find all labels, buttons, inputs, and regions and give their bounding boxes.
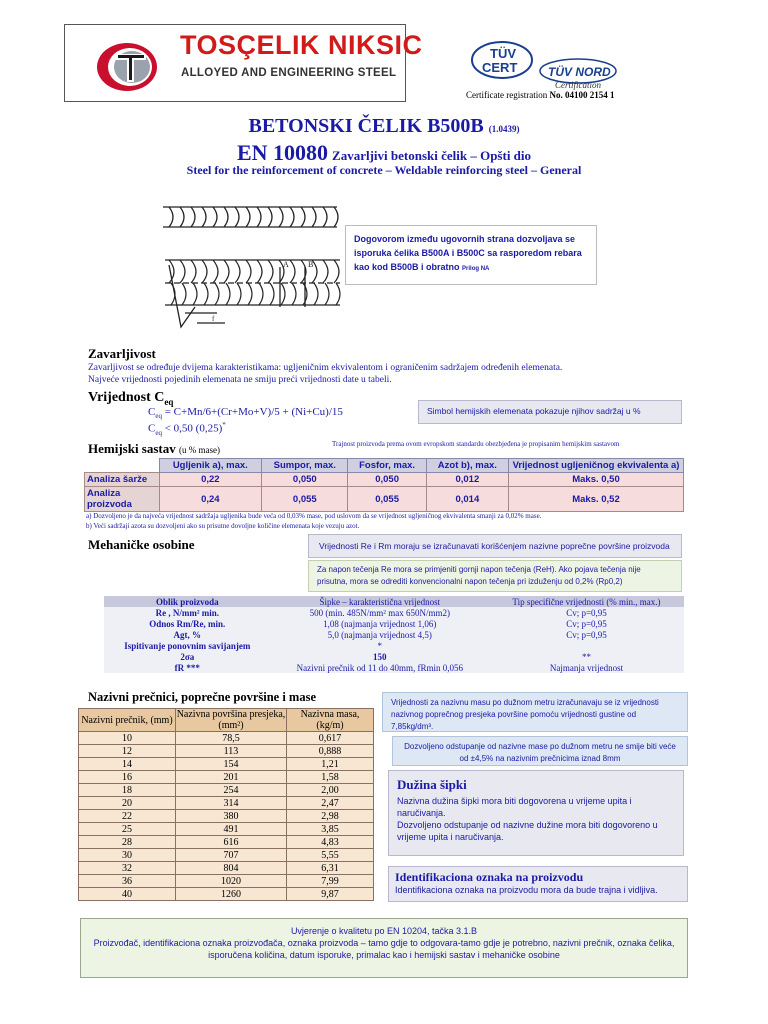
sizes-cell: 25	[79, 823, 176, 836]
chem-cell: Maks. 0,52	[509, 487, 684, 512]
sizes-row	[79, 823, 374, 836]
chem-cell: 0,055	[262, 487, 348, 512]
mech-row: fR *** Nazivni prečnik od 11 do 40mm, fRmin 0,056 Najmanja vrijednost	[174, 662, 624, 673]
sizes-cell: 1,21	[287, 758, 374, 771]
sizes-cell: 616	[176, 836, 287, 849]
sizes-cell: 1020	[176, 875, 287, 888]
certificate-registration: Certificate registration No. 04100 2154 1	[466, 90, 615, 100]
chem-row-label: Analiza proizvoda	[85, 487, 160, 512]
sizes-cell: 40	[79, 888, 176, 901]
ident-heading: Identifikaciona oznaka na proizvodu	[395, 870, 584, 884]
rebar-rib	[180, 207, 184, 227]
quality-certificate-box	[80, 918, 688, 978]
sizes-heading: Nazivni prečnici, poprečne površine i mase	[88, 690, 316, 704]
sizes-row	[79, 862, 374, 875]
sizes-cell: 28	[79, 836, 176, 849]
mech-col-header: Oblik proizvoda	[104, 596, 271, 607]
sizes-cell: 0,617	[287, 732, 374, 745]
weldability-section	[88, 346, 156, 362]
ceq-heading: Vrijednost $C_{eq}$	[88, 390, 174, 407]
sizes-table	[78, 708, 374, 901]
sizes-cell: 4,83	[287, 836, 374, 849]
rebar-rib	[246, 207, 250, 227]
sizes-col-header: Nazivni prečnik, (mm)	[79, 709, 176, 732]
sizes-cell: 10	[79, 732, 176, 745]
mech-row: Agt, % 5,0 (najmanja vrijednost 4,5) Cv; p=0,95	[173, 629, 607, 640]
chem-cell: 0,24	[159, 487, 262, 512]
figure-label-a: A	[283, 260, 289, 269]
sizes-cell: 12	[79, 745, 176, 758]
mech-row: Odnos Rm/Re, min. 1,08 (najmanja vrijednost 1,06) Cv; p=0,95	[149, 618, 607, 629]
sizes-cell: 3,85	[287, 823, 374, 836]
sizes-cell: 14	[79, 758, 176, 771]
sizes-cell: 154	[176, 758, 287, 771]
sizes-cell: 0,888	[287, 745, 374, 758]
sizes-cell: 707	[176, 849, 287, 862]
rebar-rib	[312, 207, 316, 227]
rebar-rib	[301, 207, 305, 227]
chem-col-header: Vrijednost ugljeničnog ekvivalenta a)	[509, 459, 684, 473]
chem-cell: 0,014	[426, 487, 508, 512]
figure-label-f: f	[212, 315, 215, 323]
rebar-illustration	[155, 195, 345, 335]
chem-cell: 0,050	[348, 473, 426, 487]
sizes-cell: 491	[176, 823, 287, 836]
sizes-cell: 1,58	[287, 771, 374, 784]
chem-footnote-a: a) Dozvoljeno je da najveća vrijednost sadržaja ugljenika bude veća od 0,03% mase, pod uslovom da se vrijednost ugljeničnog ekvivalenta smanji za 0,02% mase.	[86, 512, 542, 520]
mech-row: Ispitivanje ponovnim savijanjem *	[124, 640, 383, 651]
sizes-cell: 314	[176, 797, 287, 810]
sizes-row	[79, 836, 374, 849]
chem-header-row	[85, 459, 684, 473]
footer-line-2: Proizvođač, identifikaciona oznaka proizvođača, oznaka proizvoda – tamo gdje to odgovara-tamo gdje je potrebno, nazivni prečnik, oznaka čelika,	[93, 938, 675, 948]
standard-title: EN 10080 Zavarljivi betonski čelik – Opšti dio	[236, 140, 532, 165]
sizes-row	[79, 771, 374, 784]
length-text-1: Nazivna dužina šipki mora biti dogovorena u vrijeme upita i naručivanja.	[397, 796, 632, 818]
sizes-header-row	[79, 709, 374, 732]
length-box	[388, 770, 684, 856]
mass-note: Vrijednosti za nazivnu masu po dužnom metru izračunavaju se iz vrijednosti nazivnog poprečnog presjeka površine pomoću vrijednosti gustine od 7,85kg/dm³.	[382, 692, 688, 732]
sizes-cell: 7,99	[287, 875, 374, 888]
page-title: BETONSKI ČELIK B500B (1.0439)	[248, 115, 520, 137]
rebar-rib	[279, 207, 283, 227]
tolerance-note: Dozvoljeno odstupanje od nazivne mase po dužnom metru ne smije biti veće od ±4,5% na nazivnim prečnicima iznad 8mm	[392, 736, 688, 766]
rebar-rib	[257, 207, 261, 227]
chem-col-header: Fosfor, max.	[348, 459, 426, 473]
chem-durability-note: Trajnost proizvoda prema ovom evropskom standardu obezbjeđena je propisanim hemijskim sastavom	[332, 440, 620, 448]
cert-text: CERT	[482, 60, 518, 75]
sizes-cell: 78,5	[176, 732, 287, 745]
ceq-symbol-note: Simbol hemijskih elemenata pokazuje njihov sadržaj u %	[418, 400, 682, 424]
mech-col-header: Šipke – karakteristična vrijednost	[271, 596, 489, 607]
rebar-rib	[202, 207, 206, 227]
length-heading: Dužina šipki	[397, 777, 467, 792]
sizes-row	[79, 875, 374, 888]
mech-row: Re , N/mm² min. 500 (min. 485N/mm² max 650N/mm2) Cv; p=0,95	[155, 607, 607, 618]
sizes-cell: 804	[176, 862, 287, 875]
footer-line-3: isporučena količina, datum isporuke, primalac kao i hemijski sastav i mehaničke osobine	[208, 950, 560, 960]
mech-col-header: Tip specifične vrijednosti (% min., max.)	[489, 596, 684, 607]
sizes-cell: 36	[79, 875, 176, 888]
agreement-note: Dogovorom između ugovornih strana dozvoljava se isporuka čelika B500A i B500C sa rasporedom rebara kao kod B500B i obratno Prilog NA	[345, 225, 597, 285]
sizes-row	[79, 888, 374, 901]
chem-cell: 0,012	[426, 473, 508, 487]
sizes-col-header: Nazivna masa, (kg/m)	[287, 709, 374, 732]
chem-row	[85, 473, 684, 487]
sizes-cell: 16	[79, 771, 176, 784]
sizes-col-header: Nazivna površina presjeka, (mm²)	[176, 709, 286, 731]
rebar-rib	[334, 207, 338, 227]
rebar-rib	[169, 207, 173, 227]
mech-note-2: Za napon tečenja Re mora se primjeniti gornji napon tečenja (ReH). Ako pojava tečenja nije prisutna, mora se odrediti konvencionalni napon tečenja pri izduženju od 0,2% (Rp0,2)	[308, 560, 682, 592]
sizes-cell: 1260	[176, 888, 287, 901]
sizes-row	[79, 732, 374, 745]
sizes-cell: 9,87	[287, 888, 374, 901]
sizes-cell: 18	[79, 784, 176, 797]
mech-table	[104, 596, 684, 673]
chem-col-header: Azot b), max.	[426, 459, 508, 473]
company-logo-icon	[94, 36, 164, 94]
mech-heading: Mehaničke osobine	[88, 537, 195, 552]
certification-label: Certification	[555, 80, 601, 90]
weldability-text-1: Zavarljivost se određuje dvijema karakteristikama: uglјeničnim ekvivalentom i ograničenim sadržajem određenih elemenata.	[88, 363, 563, 373]
rebar-rib	[268, 207, 272, 227]
ident-text: Identifikaciona oznaka na proizvodu mora da bude trajna i vidljiva.	[395, 885, 658, 895]
sizes-cell: 2,47	[287, 797, 374, 810]
chem-row	[85, 487, 684, 512]
chem-cell: Maks. 0,50	[509, 473, 684, 487]
sizes-cell: 22	[79, 810, 176, 823]
mech-section	[88, 537, 195, 553]
chem-heading: Hemijski sastav (u % mase)	[88, 441, 220, 456]
rebar-rib	[235, 207, 239, 227]
sizes-cell: 2,98	[287, 810, 374, 823]
english-subtitle: Steel for the reinforcement of concrete – Weldable reinforcing steel – General	[186, 163, 582, 177]
chem-row-label: Analiza šarže	[85, 473, 160, 487]
weldability-text-2: Najveće vrijednosti pojedinih elemenata ne smiju preći vrijednosti date u tabeli.	[88, 375, 392, 385]
company-tagline: ALLOYED AND ENGINEERING STEEL	[181, 67, 397, 79]
sizes-cell: 6,31	[287, 862, 374, 875]
sizes-row	[79, 810, 374, 823]
sizes-cell: 201	[176, 771, 287, 784]
weldability-heading: Zavarljivost	[88, 346, 156, 361]
chem-cell: 0,055	[348, 487, 426, 512]
length-text-2: Dozvoljeno odstupanje od nazivne dužine mora biti dogovoreno u vrijeme upita i naručivanja.	[397, 820, 658, 842]
sizes-row	[79, 758, 374, 771]
tuv-nord-text: TÜV NORD	[548, 65, 611, 79]
rebar-rib	[323, 207, 327, 227]
chem-header-blank	[85, 459, 160, 473]
rebar-rib	[290, 207, 294, 227]
sizes-cell: 30	[79, 849, 176, 862]
chem-cell: 0,050	[262, 473, 348, 487]
chem-col-header: Sumpor, max.	[262, 459, 348, 473]
ident-box	[388, 866, 688, 902]
company-name: TOSÇELIK NIKSIC	[180, 30, 423, 60]
mech-row: 2σa 150 **	[180, 651, 591, 662]
chem-col-header: Ugljenik a), max.	[159, 459, 262, 473]
sizes-cell: 254	[176, 784, 287, 797]
rebar-rib	[213, 207, 217, 227]
sizes-cell: 5,55	[287, 849, 374, 862]
ceq-formula: $C_{eq} = C+Mn/6+(Cr+Mo+V)/5 + (Ni+Cu)/15$	[148, 406, 343, 421]
sizes-row	[79, 784, 374, 797]
chem-table	[84, 458, 684, 512]
sizes-row	[79, 797, 374, 810]
sizes-cell: 20	[79, 797, 176, 810]
tuv-text: TÜV	[490, 46, 516, 61]
mech-header-row	[104, 596, 684, 607]
sizes-cell: 32	[79, 862, 176, 875]
mech-note-1: Vrijednosti Re i Rm moraju se izračunavati korišćenjem nazivne poprečne površine proizvoda	[308, 534, 682, 558]
sizes-row	[79, 849, 374, 862]
rebar-rib	[191, 207, 195, 227]
chem-cell: 0,22	[159, 473, 262, 487]
sizes-row	[79, 745, 374, 758]
sizes-cell: 380	[176, 810, 287, 823]
footer-line-1: Uvjerenje o kvalitetu po EN 10204, tačka 3.1.B	[290, 926, 478, 936]
chem-footnote-b: b) Veći sadržaji azota su dozvoljeni ako su prisutne dovoljne količine elemenata koje vezuju azot.	[86, 522, 360, 530]
ceq-limit: $C_{eq} < 0,50$ (0,25)*	[148, 421, 226, 437]
rebar-rib	[224, 207, 228, 227]
figure-label-b: B	[308, 260, 314, 269]
sizes-cell: 2,00	[287, 784, 374, 797]
sizes-cell: 113	[176, 745, 287, 758]
